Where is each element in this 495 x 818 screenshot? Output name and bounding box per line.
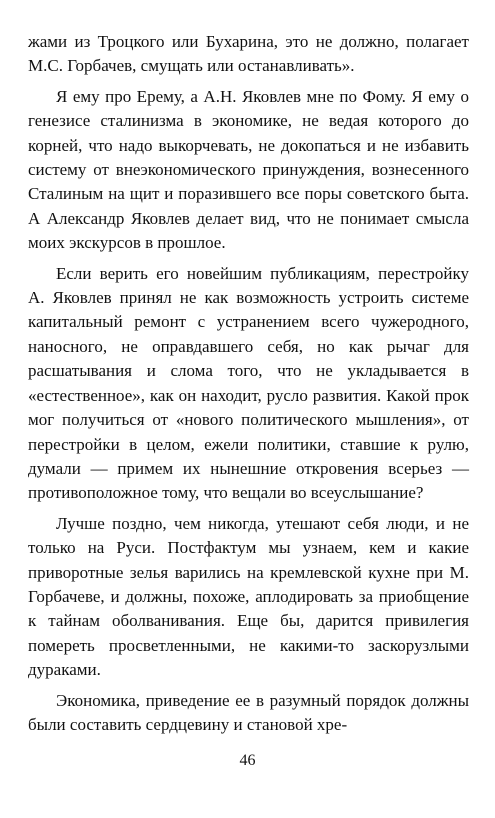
paragraph-5: Экономика, приведение ее в разумный порядок должны были составить сердцевину и становой хре-: [28, 690, 469, 734]
paragraph-2: Я ему про Ерему, а А.Н. Яковлев мне по Фому. Я ему о генезисе сталинизма в экономике, не ведая которого до корней, что надо выкорчевать, не докопаться и не избавить систему от внеэкономического принуждения, вознесенного Сталиным на щит и поразившего все поры советского быта. А Александр Яковлев делает вид, что не понимает смысла моих экскурсов в прошлое.: [28, 86, 469, 253]
paragraph-4: Лучше поздно, чем никогда, утешают себя люди, и не только на Руси. Постфактум мы узнаем, кем и какие приворотные зелья варились на кремлевской кухне при М. Горбачеве, и должны, похоже, аплодировать за приобщение к тайнам оболванивания. Еще бы, дарится привилегия помереть просветленными, не какими-то заскорузлыми дураками.: [28, 513, 469, 680]
page-body: [28, 30, 469, 737]
paragraph-3: Если верить его новейшим публикациям, перестройку А. Яковлев принял не как возможность устроить системе капитальный ремонт с устранением всего чужеродного, наносного, не оправдавшего себя, но как рычаг для расшатывания и слома того, что не укладывается в «естественное», как он находит, русло развития. Какой прок мог получиться от «нового политического мышления», от перестройки в целом, ежели политики, ставшие к рулю, думали — примем их нынешние откровения всерьез — противоположное тому, что вещали во всеуслышание?: [28, 263, 469, 503]
paragraph-1: жами из Троцкого или Бухарина, это не должно, полагает М.С. Горбачев, смущать или останавливать».: [28, 32, 469, 76]
page-number: 46: [239, 752, 256, 769]
